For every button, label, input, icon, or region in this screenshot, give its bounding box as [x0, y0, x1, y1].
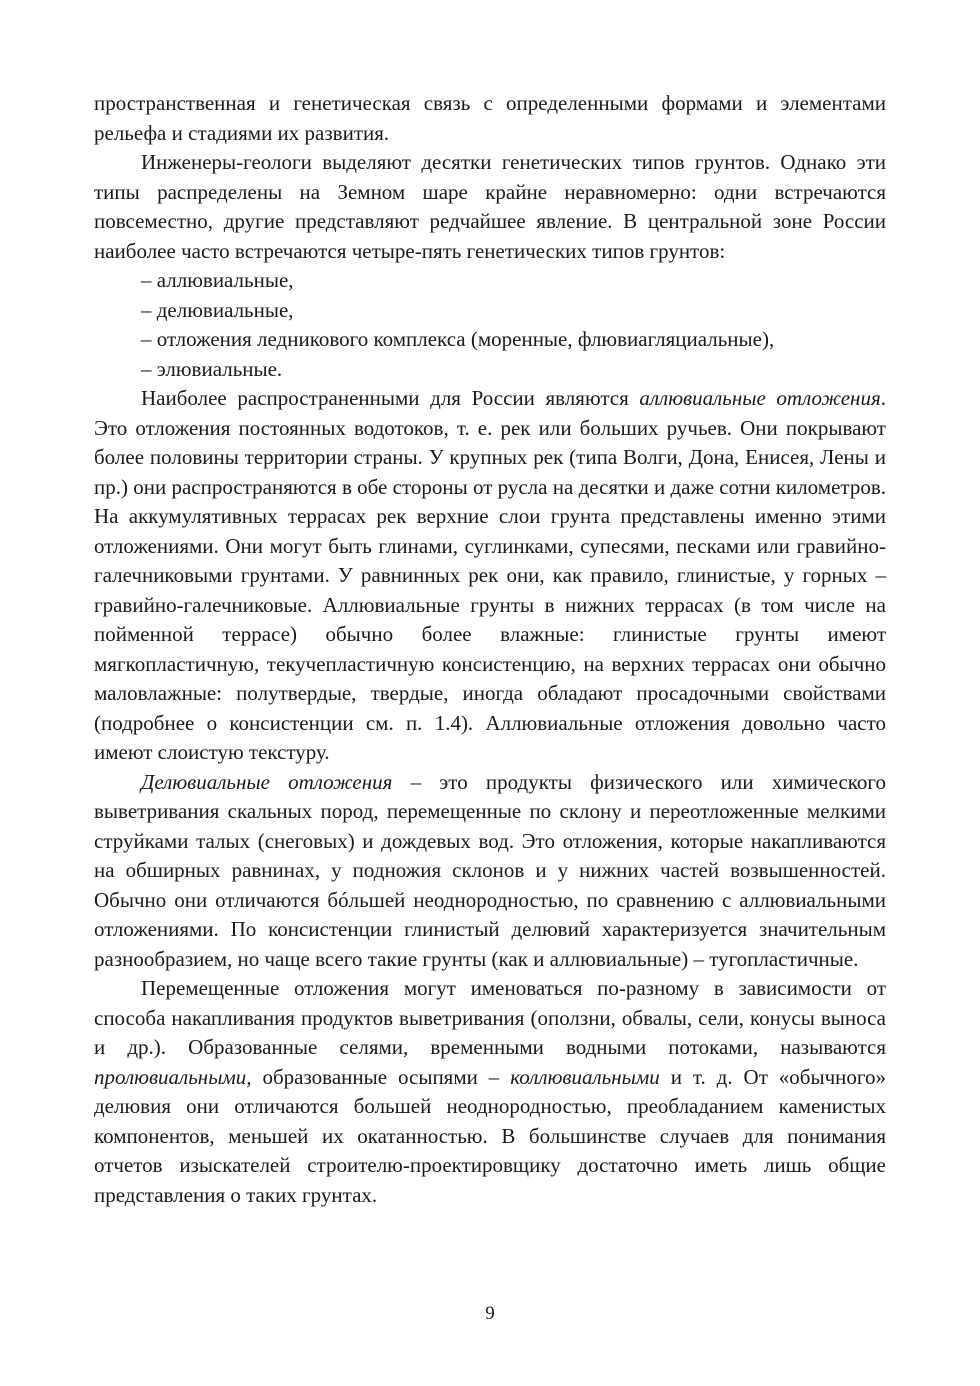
text-run: образованные осыпями –: [251, 1064, 511, 1089]
list-item: – делювиальные,: [141, 297, 294, 322]
list-item: – аллювиальные,: [141, 268, 294, 292]
text-run: – это продукты физического или химического выветривания скальных пород, перемещенные по склону и переотложенные мелкими струйками талых (снеговых) и дождевых вод. Это отложения, которые накапливаются на обширных равнинах, у подножия склонов и у нижних частей возвышенностей. Обычно они отличаются бóльшей неоднородностью, по сравнению с аллювиальными отложениями. По консистенции глинистый делювий характеризуется значительным разнообразием, но чаще всего такие грунты (как и аллювиальные) – тугопластичные.: [94, 769, 886, 971]
text-run: и т. д. От «обычного» делювия они отличаются большей неоднородностью, преобладанием каменистых компонентов, меньшей их окатанностью. В большинстве случаев для понимания отчетов изыскателей строителю-проектировщику достаточно иметь лишь общие представления о таких грунтах.: [94, 1064, 886, 1207]
text-run: . Это отложения постоянных водотоков, т. е. рек или больших ручьев. Они покрывают более половины территории страны. У крупных рек (типа Волги, Дона, Енисея, Лены и пр.) они распространяются в обе стороны от русла на десятки и даже сотни километров. На аккумулятивных террасах рек верхние слои грунта представлены именно этими отложениями. Они могут быть глинами, суглинками, супесями, песками или гравийно-галечниковыми грунтами. У равнинных рек они, как правило, глинистые, у горных – гравийно-галечниковые. Аллювиальные грунты в нижних террасах (в том числе на пойменной террасе) обычно более влажные: глинистые грунты имеют мягкопластичную, текучепластичную консистенцию, на верхних террасах они обычно маловлажные: полутвердые, твердые, иногда обладают просадочными свойствами (подробнее о консистенции см. п. 1.4). Аллювиальные отложения довольно часто имеют слоистую текстуру.: [94, 386, 886, 764]
list-item: – элювиальные.: [141, 356, 283, 381]
term-colluvial: коллювиальными: [510, 1064, 660, 1089]
paragraph-alluvial: [94, 384, 886, 768]
page-number: 9: [485, 1303, 495, 1324]
text-run: Перемещенные отложения могут именоваться по-разному в зависимости от способа накапливания продуктов выветривания (оползни, обвалы, сели, конусы выноса и др.). Образованные селями, временными водными потоками, называются: [94, 976, 886, 1059]
list-item: – отложения ледникового комплекса (моренные, флювиагляциальные),: [141, 327, 775, 351]
term-alluvial: аллювиальные отложения: [639, 386, 881, 410]
paragraph-displaced: [94, 974, 886, 1210]
paragraph-continuation: пространственная и генетическая связь с определенными формами и элементами рельефа и стадиями их развития.: [94, 91, 886, 145]
text-run: Наиболее распространенными для России являются: [141, 386, 640, 410]
paragraph-genetic-types: Инженеры-геологи выделяют десятки генетических типов грунтов. Однако эти типы распределены на Земном шаре крайне неравномерно: одни встречаются повсеместно, другие представляют редчайшее явление. В центральной зоне России наиболее часто встречаются четыре-пять генетических типов грунтов:: [94, 150, 886, 263]
soil-types-list: [94, 266, 886, 384]
page-body: [94, 89, 886, 1210]
term-deluvial: Делювиальные отложения: [141, 769, 393, 794]
term-proluvial: пролювиальными,: [94, 1064, 252, 1089]
paragraph-deluvial: [94, 768, 886, 975]
